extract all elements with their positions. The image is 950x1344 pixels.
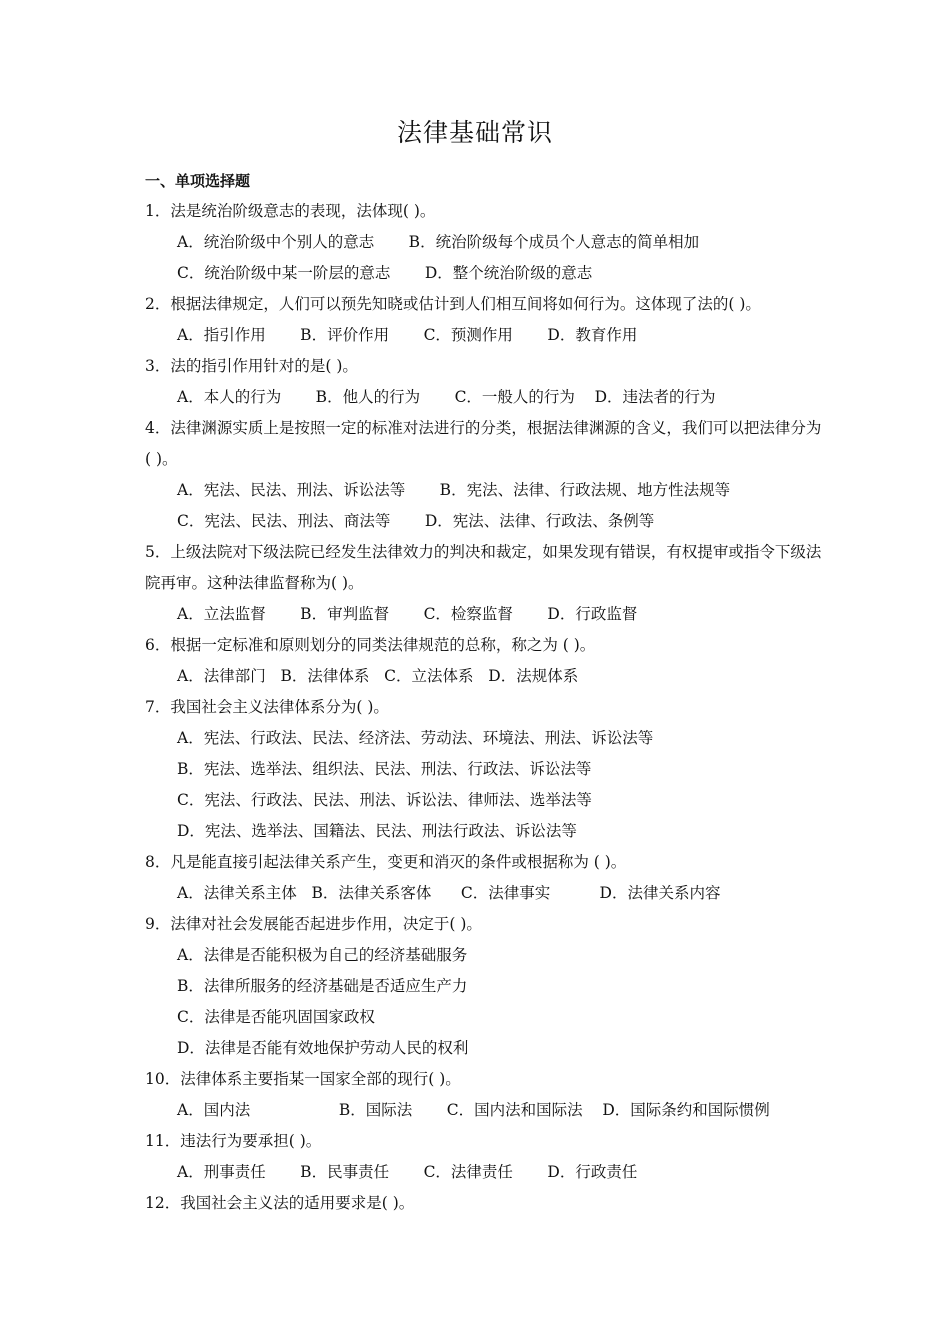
question-block <box>145 909 825 1064</box>
question-block <box>145 537 825 630</box>
option-group <box>145 475 825 537</box>
question-text: 9．法律对社会发展能否起进步作用，决定于( )。 <box>145 915 482 933</box>
question-block <box>145 692 825 847</box>
question-block <box>145 196 825 289</box>
option-row: C．宪法、行政法、民法、刑法、诉讼法、律师法、选举法等 <box>177 791 592 809</box>
option-group <box>145 1157 825 1188</box>
option-group <box>145 320 825 351</box>
option-row: A．法律关系主体 B．法律关系客体 C．法律事实 D．法律关系内容 <box>177 884 721 902</box>
question-text: 6．根据一定标准和原则划分的同类法律规范的总称，称之为 ( )。 <box>145 636 596 654</box>
option-row: A．宪法、民法、刑法、诉讼法等 B．宪法、法律、行政法规、地方性法规等 <box>177 481 731 499</box>
option-row: A．立法监督 B．审判监督 C．检察监督 D．行政监督 <box>177 605 638 623</box>
option-group <box>145 723 825 847</box>
question-text: 7．我国社会主义法律体系分为( )。 <box>145 698 389 716</box>
question-block <box>145 289 825 351</box>
option-row: A．法律部门 B．法律体系 C．立法体系 D．法规体系 <box>177 667 579 685</box>
question-text: 1．法是统治阶级意志的表现，法体现( )。 <box>145 202 436 220</box>
option-group <box>145 878 825 909</box>
option-row: A．统治阶级中个别人的意志 B．统治阶级每个成员个人意志的简单相加 <box>177 233 700 251</box>
option-row: A．法律是否能积极为自己的经济基础服务 <box>177 946 468 964</box>
option-row: C．宪法、民法、刑法、商法等 D．宪法、法律、行政法、条例等 <box>177 512 655 530</box>
option-row: A．国内法 B．国际法 C．国内法和国际法 D．国际条约和国际惯例 <box>177 1101 770 1119</box>
option-row: D．法律是否能有效地保护劳动人民的权利 <box>177 1039 469 1057</box>
document-title: 法律基础常识 <box>396 118 553 147</box>
option-row: D．宪法、选举法、国籍法、民法、刑法行政法、诉讼法等 <box>177 822 577 840</box>
question-block <box>145 847 825 909</box>
option-row: C．法律是否能巩固国家政权 <box>177 1008 375 1026</box>
option-group <box>145 1095 825 1126</box>
option-group <box>145 940 825 1064</box>
question-text: 10．法律体系主要指某一国家全部的现行( )。 <box>145 1070 461 1088</box>
question-list <box>145 196 825 1219</box>
option-group <box>145 661 825 692</box>
section-heading: 一、单项选择题 <box>145 172 251 190</box>
question-block <box>145 413 825 537</box>
question-text: 5．上级法院对下级法院已经发生法律效力的判决和裁定，如果发现有错误，有权提审或指令下级法院再审。这种法律监督称为( )。 <box>145 543 822 592</box>
option-group <box>145 599 825 630</box>
option-group <box>145 227 825 289</box>
option-row: A．指引作用 B．评价作用 C．预测作用 D．教育作用 <box>177 326 638 344</box>
option-row: B．宪法、选举法、组织法、民法、刑法、行政法、诉讼法等 <box>177 760 592 778</box>
question-text: 2．根据法律规定，人们可以预先知晓或估计到人们相互间将如何行为。这体现了法的( )。 <box>145 295 761 313</box>
option-row: C．统治阶级中某一阶层的意志 D．整个统治阶级的意志 <box>177 264 593 282</box>
question-block <box>145 630 825 692</box>
question-block <box>145 1188 825 1219</box>
question-block <box>145 1064 825 1126</box>
question-text: 12．我国社会主义法的适用要求是( )。 <box>145 1194 415 1212</box>
option-row: B．法律所服务的经济基础是否适应生产力 <box>177 977 468 995</box>
question-text: 3．法的指引作用针对的是( )。 <box>145 357 358 375</box>
question-text: 11．违法行为要承担( )。 <box>145 1132 322 1150</box>
question-block <box>145 1126 825 1188</box>
option-row: A．刑事责任 B．民事责任 C．法律责任 D．行政责任 <box>177 1163 638 1181</box>
question-text: 8．凡是能直接引起法律关系产生，变更和消灭的条件或根据称为 ( )。 <box>145 853 627 871</box>
question-block <box>145 351 825 413</box>
question-text: 4．法律渊源实质上是按照一定的标准对法进行的分类，根据法律渊源的含义，我们可以把法律分为( )。 <box>145 419 822 468</box>
option-group <box>145 382 825 413</box>
option-row: A．宪法、行政法、民法、经济法、劳动法、环境法、刑法、诉讼法等 <box>177 729 654 747</box>
option-row: A．本人的行为 B．他人的行为 C．一般人的行为 D．违法者的行为 <box>177 388 716 406</box>
